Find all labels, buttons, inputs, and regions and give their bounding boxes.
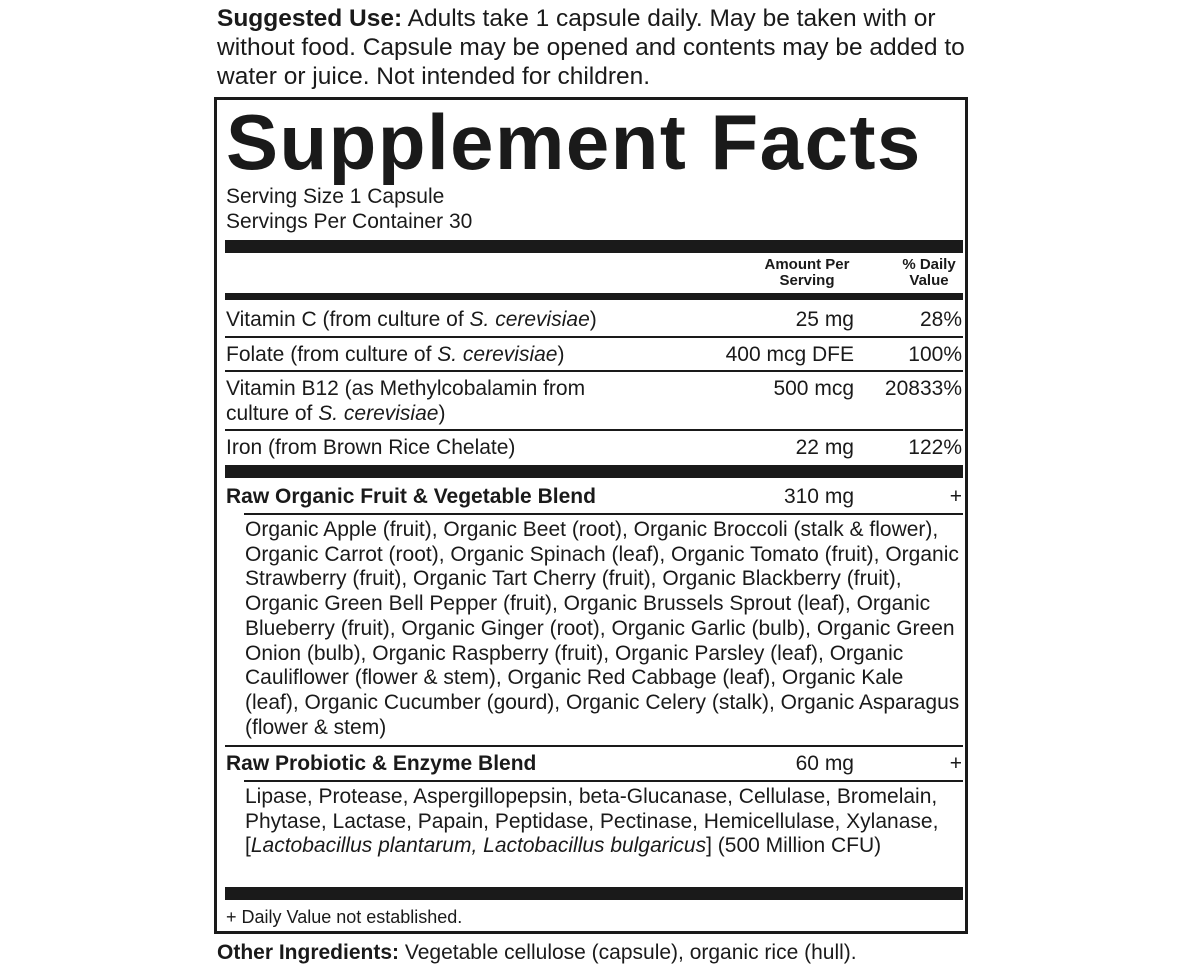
thick-divider: [225, 465, 963, 478]
nutrient-amount: 22 mg: [795, 436, 854, 459]
nutrient-daily-value: 122%: [908, 436, 962, 459]
thick-divider: [225, 240, 963, 253]
nutrient-amount: 25 mg: [795, 308, 854, 331]
row-divider: [244, 780, 963, 782]
blend-name: Raw Probiotic & Enzyme Blend: [226, 752, 537, 775]
blend-daily-value: +: [949, 485, 962, 508]
other-ingredients: [217, 940, 857, 966]
nutrient-amount: 500 mcg: [773, 377, 854, 400]
blend-name: Raw Organic Fruit & Vegetable Blend: [226, 485, 596, 508]
nutrient-name: Vitamin B12 (as Methylcobalamin from culture of S. cerevisiae): [226, 377, 586, 425]
row-divider: [225, 429, 963, 431]
suggested-use-label: Suggested Use:: [217, 5, 403, 32]
serving-size: Serving Size 1 Capsule: [226, 185, 445, 208]
nutrient-name: Folate (from culture of S. cerevisiae): [226, 343, 565, 366]
blend-daily-value: +: [949, 752, 962, 775]
nutrient-row: [226, 307, 963, 332]
blend-row: [226, 484, 963, 509]
row-divider: [225, 745, 963, 747]
blend-ingredients: Lipase, Protease, Aspergillopepsin, beta-Glucanase, Cellulase, Bromelain, Phytase, Lactase, Papain, Peptidase, Pectinase, Hemicellulase, Xylanase, [Lactobacillus plantarum, Lactobacillus bulgaricus] (500 Million CFU): [245, 785, 939, 858]
supplement-facts-panel: [214, 97, 968, 934]
row-divider: [244, 513, 963, 515]
other-ingredients-text: Vegetable cellulose (capsule), organic rice (hull).: [399, 941, 857, 964]
blend-ingredients: Organic Apple (fruit), Organic Beet (root), Organic Broccoli (stalk & flower), Organic Carrot (root), Organic Spinach (leaf), Organic Tomato (fruit), Organic Strawberry (fruit), Organic Tart Cherry (fruit), Organic Blackberry (fruit), Organic Green Bell Pepper (fruit), Organic Brussels Sprout (leaf), Organic Blueberry (fruit), Organic Ginger (root), Organic Garlic (bulb), Organic Green Onion (bulb), Organic Raspberry (fruit), Organic Parsley (leaf), Organic Cauliflower (flower & stem), Organic Red Cabbage (leaf), Organic Kale (leaf), Organic Cucumber (gourd), Organic Celery (stalk), Organic Asparagus (flower & stem): [245, 518, 960, 739]
nutrient-name: Vitamin C (from culture of S. cerevisiae): [226, 308, 597, 331]
servings-per-container: Servings Per Container 30: [226, 210, 473, 233]
row-divider: [225, 336, 963, 338]
nutrient-name: Iron (from Brown Rice Chelate): [226, 436, 516, 459]
nutrient-amount: 400 mcg DFE: [725, 343, 854, 366]
amount-per-serving-header: Amount Per Serving: [764, 256, 850, 289]
nutrient-daily-value: 100%: [908, 343, 962, 366]
panel-title: Supplement Facts: [226, 98, 922, 186]
nutrient-row: [226, 435, 963, 460]
row-divider: [225, 370, 963, 372]
nutrient-daily-value: 28%: [919, 308, 962, 331]
nutrient-row: [226, 376, 963, 426]
daily-value-header: % Daily Value: [902, 256, 956, 289]
other-ingredients-label: Other Ingredients:: [217, 941, 400, 964]
blend-amount: 60 mg: [795, 752, 854, 775]
thick-divider: [225, 887, 963, 900]
medium-divider: [225, 293, 963, 300]
nutrient-row: [226, 342, 963, 367]
suggested-use: [217, 4, 987, 91]
daily-value-footnote: + Daily Value not established.: [226, 907, 463, 927]
blend-amount: 310 mg: [783, 485, 854, 508]
suggested-use-text: Adults take 1 capsule daily. May be taken with or without food. Capsule may be opened and contents may be added to water or juice. Not intended for children.: [217, 5, 965, 90]
nutrient-daily-value: 20833%: [884, 377, 962, 400]
blend-row: [226, 751, 963, 776]
